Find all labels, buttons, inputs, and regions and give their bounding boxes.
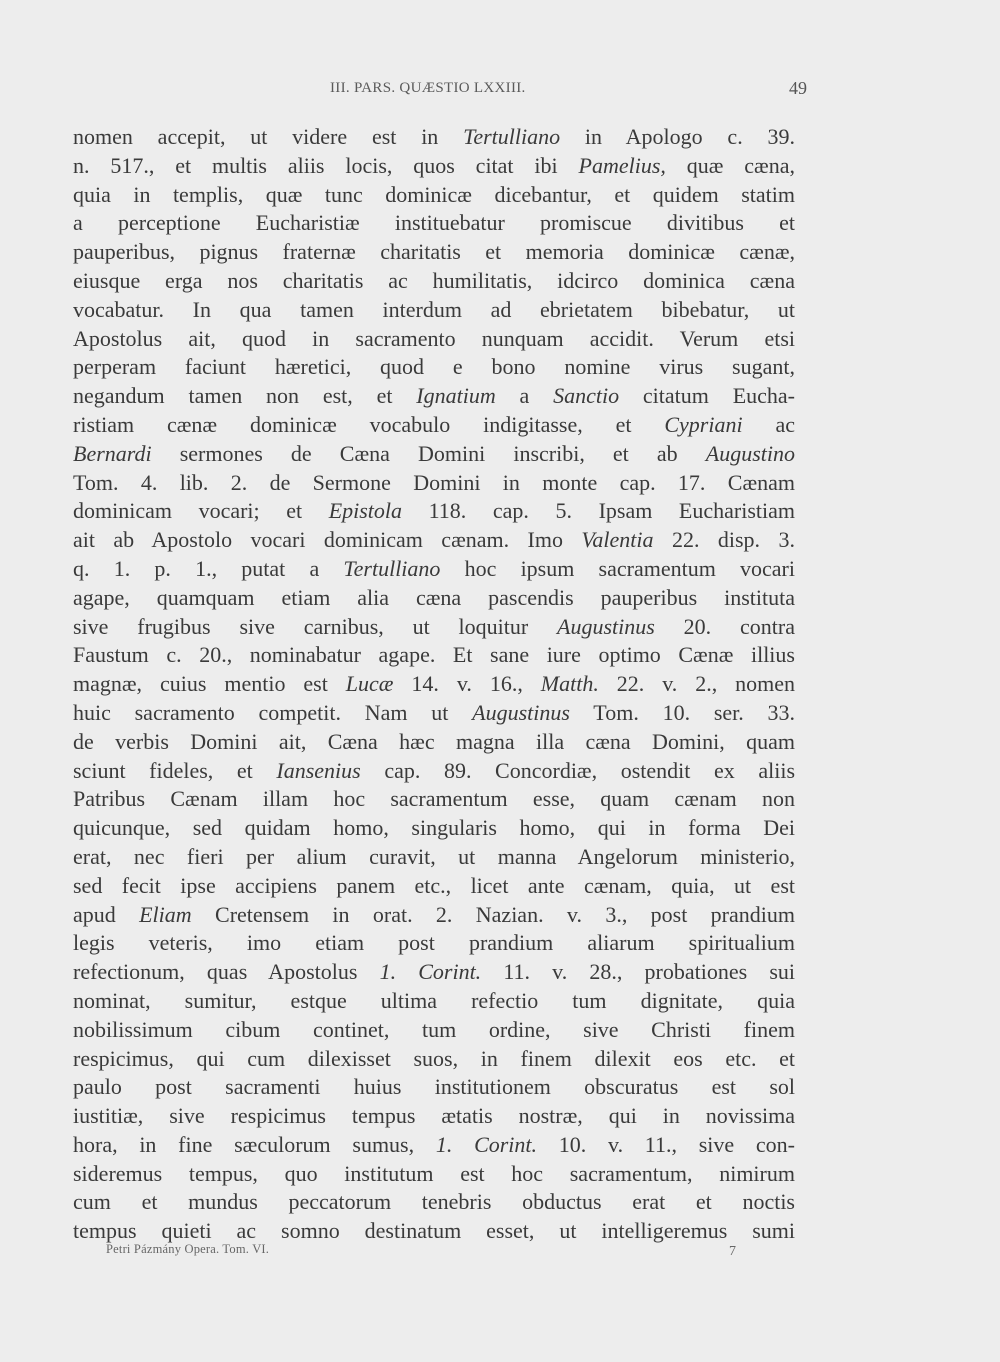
text-line [73, 411, 795, 440]
text-segment: hoc ipsum sacramentum vocari [440, 555, 795, 581]
italic-reference: Eliam [139, 901, 192, 927]
text-segment: legis veteris, imo etiam post prandium aliarum spiritualium [73, 930, 795, 956]
text-segment: sciunt fideles, et [73, 757, 277, 783]
text-segment: de verbis Domini ait, Cæna hæc magna illa cæna Domini, quam [73, 728, 795, 754]
text-segment: erat, nec fieri per alium curavit, ut manna Angelorum ministerio, [73, 843, 795, 869]
text-segment: a [495, 383, 554, 409]
text-line [73, 641, 795, 670]
text-segment: respicimus, qui cum dilexisset suos, in finem dilexit eos etc. et [73, 1045, 795, 1071]
text-line [73, 785, 795, 814]
text-segment: nobilissimum cibum continet, tum ordine, sive Christi finem [73, 1016, 795, 1042]
body-text [73, 123, 795, 1246]
text-segment: Patribus Cænam illam hoc sacramentum esse, quam cænam non [73, 786, 795, 812]
italic-reference: Augustino [705, 440, 795, 466]
italic-reference: Cypriani [664, 411, 743, 437]
text-segment: magnæ, cuius mentio est [73, 671, 346, 697]
text-segment: refectionum, quas Apostolus [73, 959, 380, 985]
text-segment: Apostolus ait, quod in sacramento nunquam accidit. Verum etsi [73, 325, 795, 351]
italic-reference: 1. Corint. [435, 1131, 538, 1157]
italic-reference: Ignatium [416, 383, 496, 409]
text-segment: nomen accepit, ut videre est in [73, 124, 464, 149]
text-segment: pauperibus, pignus fraternæ charitatis et memoria dominicæ cænæ, [73, 239, 795, 265]
text-segment: n. 517., et multis aliis locis, quos citat ibi [73, 152, 579, 178]
text-line [73, 814, 795, 843]
footer-sheet-mark: 7 [729, 1244, 736, 1259]
page-number: 49 [789, 78, 807, 98]
text-line [73, 209, 795, 238]
italic-reference: Epistola [328, 498, 403, 524]
text-line [73, 440, 795, 469]
text-line [73, 325, 795, 354]
italic-reference: Tertulliano [343, 555, 441, 581]
text-line [73, 1016, 795, 1045]
text-segment: sive frugibus sive carnibus, ut loquitur [73, 613, 558, 639]
text-segment: Tom. 4. lib. 2. de Sermone Domini in monte cap. 17. Cænam [73, 469, 795, 495]
text-line [73, 1188, 795, 1217]
text-segment: 20. contra [654, 613, 795, 639]
text-line [73, 958, 795, 987]
text-segment: perperam faciunt hæretici, quod e bono nomine virus sugant, [73, 354, 795, 380]
text-line [73, 843, 795, 872]
text-segment: 11. v. 28., probationes sui [481, 959, 795, 985]
text-segment: sed fecit ipse accipiens panem etc., licet ante cænam, quia, ut est [73, 872, 795, 898]
text-line [73, 1102, 795, 1131]
text-segment: cap. 89. Concordiæ, ostendit ex aliis [360, 757, 796, 783]
text-segment: 118. cap. 5. Ipsam Eucharistiam [402, 498, 795, 524]
text-segment: negandum tamen non est, et [73, 383, 417, 409]
text-segment: nominat, sumitur, estque ultima refectio tum dignitate, quia [73, 987, 795, 1013]
text-line [73, 1160, 795, 1189]
text-segment: ac [742, 411, 795, 437]
text-segment: agape, quamquam etiam alia cæna pascendis pauperibus instituta [73, 584, 795, 610]
text-segment: ait ab Apostolo vocari dominicam cænam. Imo [73, 527, 582, 553]
text-segment: Faustum c. 20., nominabatur agape. Et sane iure optimo Cænæ illius [73, 642, 795, 668]
text-segment: cum et mundus peccatorum tenebris obductus erat et noctis [73, 1189, 795, 1215]
text-line [73, 382, 795, 411]
text-segment: citatum Eucha- [619, 383, 795, 409]
text-segment: Cretensem in orat. 2. Nazian. v. 3., post prandium [191, 901, 796, 927]
text-segment: apud [73, 901, 140, 927]
text-segment: huic sacramento competit. Nam ut [73, 699, 473, 725]
text-segment: ristiam cænæ dominicæ vocabulo indigitasse, et [73, 411, 665, 437]
text-line [73, 901, 795, 930]
footer-signature: Petri Pázmány Opera. Tom. VI. [106, 1242, 270, 1256]
text-segment: quicunque, sed quidam homo, singularis homo, qui in forma Dei [73, 815, 795, 841]
italic-reference: Augustinus [472, 699, 570, 725]
text-line [73, 929, 795, 958]
text-line [73, 872, 795, 901]
text-segment: iustitiæ, sive respicimus tempus ætatis nostræ, qui in novissima [73, 1103, 795, 1129]
text-segment: hora, in fine sæculorum sumus, [73, 1131, 436, 1157]
text-line [73, 987, 795, 1016]
text-line [73, 353, 795, 382]
text-line [73, 469, 795, 498]
text-line [73, 699, 795, 728]
italic-reference: Lucæ [345, 671, 394, 697]
italic-reference: Matth. [540, 671, 599, 697]
text-segment: q. 1. p. 1., putat a [73, 555, 344, 581]
text-segment: a perceptione Eucharistiæ instituebatur promiscue divitibus et [73, 210, 795, 236]
text-segment: eiusque erga nos charitatis ac humilitatis, idcirco dominica cæna [73, 267, 795, 293]
text-line [73, 1131, 795, 1160]
text-line [73, 613, 795, 642]
italic-reference: Bernardi [73, 440, 152, 466]
text-segment: paulo post sacramenti huius institutionem obscuratus est sol [73, 1074, 795, 1100]
text-line [73, 497, 795, 526]
italic-reference: Iansenius [276, 757, 361, 783]
text-segment: 10. v. 11., sive con- [537, 1131, 795, 1157]
text-line [73, 757, 795, 786]
text-segment: 22. disp. 3. [653, 527, 795, 553]
text-line [73, 267, 795, 296]
italic-reference: 1. Corint. [379, 959, 482, 985]
text-line [73, 181, 795, 210]
text-segment: 22. v. 2., nomen [598, 671, 796, 697]
text-segment: Tom. 10. ser. 33. [569, 699, 796, 725]
text-line [73, 238, 795, 267]
text-line [73, 296, 795, 325]
text-segment: sermones de Cæna Domini inscribi, et ab [151, 440, 706, 466]
text-line [73, 526, 795, 555]
text-segment: sideremus tempus, quo institutum est hoc sacramentum, nimirum [73, 1160, 795, 1186]
text-line [73, 670, 795, 699]
text-segment: quia in templis, quæ tunc dominicæ dicebantur, et quidem statim [73, 181, 795, 207]
text-line [73, 728, 795, 757]
text-segment: dominicam vocari; et [73, 498, 329, 524]
italic-reference: Augustinus [557, 613, 655, 639]
italic-reference: Valentia [581, 527, 654, 553]
text-line [73, 584, 795, 613]
italic-reference: Pamelius, [578, 152, 666, 178]
text-line [73, 1045, 795, 1074]
text-line [73, 555, 795, 584]
text-line [73, 1073, 795, 1102]
text-segment: tempus quieti ac somno destinatum esset, ut intelligeremus sumi [73, 1218, 795, 1244]
running-title: III. PARS. QUÆSTIO LXXIII. [330, 80, 526, 96]
text-segment: quæ cæna, [665, 152, 795, 178]
italic-reference: Tertulliano [463, 124, 561, 149]
text-segment: 14. v. 16., [393, 671, 541, 697]
italic-reference: Sanctio [553, 383, 620, 409]
text-line [73, 152, 795, 181]
text-line [73, 123, 795, 152]
text-segment: in Apologo c. 39. [560, 124, 796, 149]
text-segment: vocabatur. In qua tamen interdum ad ebrietatem bibebatur, ut [73, 296, 795, 322]
